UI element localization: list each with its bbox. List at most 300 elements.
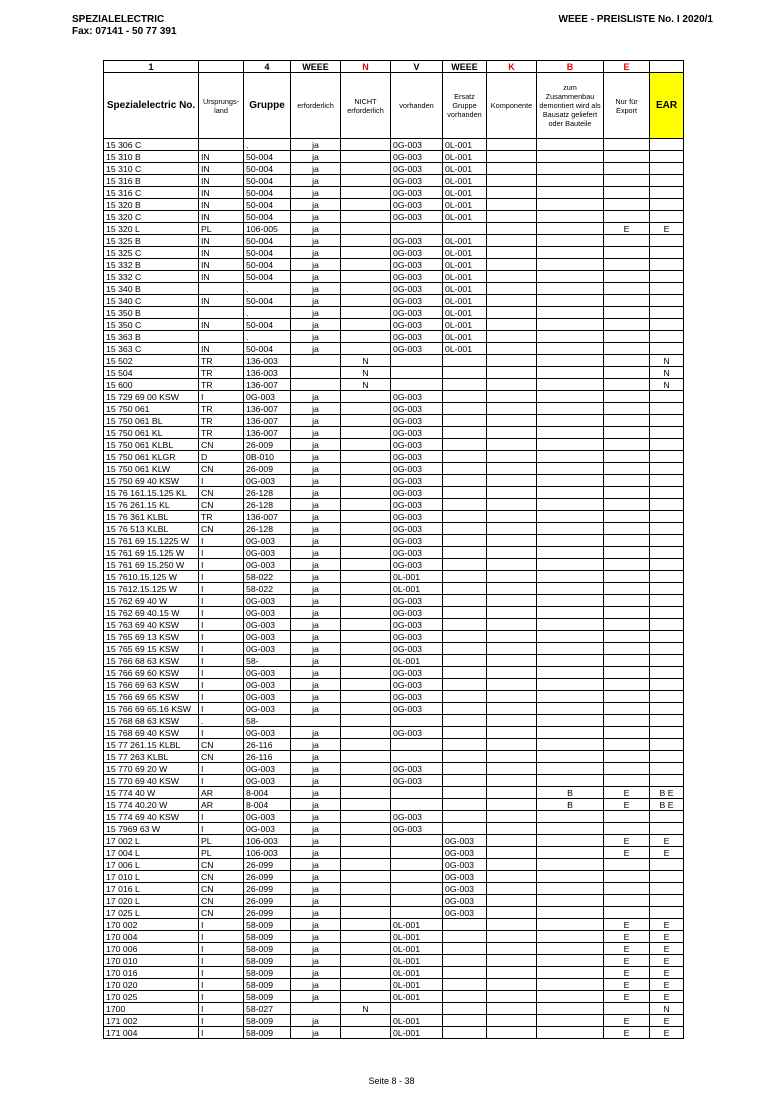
table-cell: N: [650, 379, 684, 391]
table-cell: [604, 727, 650, 739]
table-cell: [487, 835, 537, 847]
table-row: [104, 1003, 684, 1015]
table-cell: [487, 559, 537, 571]
table-cell: ja: [291, 259, 341, 271]
table-cell: 26-099: [244, 871, 291, 883]
table-cell: 15 76 361 KLBL: [104, 511, 199, 523]
price-list-title: WEEE - PREISLISTE No. I 2020/1: [558, 14, 713, 25]
table-cell: 136-007: [244, 415, 291, 427]
table-cell: [487, 259, 537, 271]
table-cell: I: [199, 955, 244, 967]
table-cell: [604, 523, 650, 535]
table-cell: [604, 739, 650, 751]
table-cell: [341, 463, 391, 475]
table-cell: 26-116: [244, 751, 291, 763]
table-cell: [341, 403, 391, 415]
table-cell: ja: [291, 415, 341, 427]
table-cell: ja: [291, 175, 341, 187]
table-cell: 0G-003: [391, 607, 443, 619]
table-cell: [487, 967, 537, 979]
table-cell: 50-004: [244, 151, 291, 163]
table-cell: [341, 187, 391, 199]
table-cell: [604, 559, 650, 571]
table-cell: [391, 739, 443, 751]
table-cell: [443, 427, 487, 439]
table-row: [104, 571, 684, 583]
header-ear: EAR: [650, 73, 684, 139]
table-cell: [487, 943, 537, 955]
table-row: [104, 859, 684, 871]
company-name: SPEZIALELECTRIC: [72, 14, 165, 25]
table-row: [104, 595, 684, 607]
table-cell: [443, 679, 487, 691]
table-cell: [537, 583, 604, 595]
table-cell: [341, 715, 391, 727]
table-cell: [537, 163, 604, 175]
table-cell: 17 025 L: [104, 907, 199, 919]
table-cell: [650, 739, 684, 751]
table-cell: [341, 331, 391, 343]
table-cell: I: [199, 655, 244, 667]
table-cell: I: [199, 547, 244, 559]
table-cell: ja: [291, 499, 341, 511]
table-cell: [291, 355, 341, 367]
table-cell: CN: [199, 439, 244, 451]
table-cell: [443, 811, 487, 823]
table-cell: [341, 823, 391, 835]
table-cell: [537, 319, 604, 331]
table-cell: ja: [291, 523, 341, 535]
table-cell: 50-004: [244, 175, 291, 187]
table-cell: 15 770 69 40 KSW: [104, 775, 199, 787]
table-cell: ja: [291, 1027, 341, 1039]
table-cell: [341, 175, 391, 187]
table-cell: 15 766 68 63 KSW: [104, 655, 199, 667]
table-cell: ja: [291, 907, 341, 919]
table-cell: [487, 451, 537, 463]
table-cell: [650, 691, 684, 703]
table-cell: ja: [291, 739, 341, 751]
table-cell: [487, 367, 537, 379]
table-cell: 0G-003: [244, 559, 291, 571]
table-cell: 15 770 69 20 W: [104, 763, 199, 775]
table-cell: [604, 547, 650, 559]
table-cell: 0G-003: [391, 175, 443, 187]
table-cell: 15 316 C: [104, 187, 199, 199]
table-cell: E: [650, 967, 684, 979]
table-cell: E: [604, 799, 650, 811]
table-cell: 0L-001: [391, 967, 443, 979]
table-cell: [341, 727, 391, 739]
table-cell: [443, 499, 487, 511]
table-cell: [443, 751, 487, 763]
table-cell: ja: [291, 847, 341, 859]
table-row: [104, 871, 684, 883]
table-row: [104, 151, 684, 163]
table-cell: 0G-003: [391, 331, 443, 343]
table-cell: [537, 559, 604, 571]
table-cell: [604, 139, 650, 151]
table-cell: [487, 379, 537, 391]
table-cell: ja: [291, 451, 341, 463]
table-cell: [604, 199, 650, 211]
table-cell: I: [199, 943, 244, 955]
table-cell: IN: [199, 199, 244, 211]
table-cell: 26-128: [244, 499, 291, 511]
table-cell: D: [199, 451, 244, 463]
header-spezialelectric-no: Spezialelectric No.: [104, 73, 199, 139]
table-cell: 50-004: [244, 259, 291, 271]
table-row: [104, 559, 684, 571]
table-cell: [443, 559, 487, 571]
table-cell: ja: [291, 619, 341, 631]
table-cell: [650, 307, 684, 319]
table-cell: [199, 139, 244, 151]
table-cell: ja: [291, 703, 341, 715]
table-cell: [604, 691, 650, 703]
table-cell: [443, 991, 487, 1003]
table-cell: [443, 655, 487, 667]
table-cell: [650, 655, 684, 667]
table-cell: E: [604, 991, 650, 1003]
table-row: [104, 211, 684, 223]
table-row: [104, 967, 684, 979]
table-cell: ja: [291, 295, 341, 307]
table-cell: [487, 655, 537, 667]
table-cell: [443, 943, 487, 955]
table-row: [104, 319, 684, 331]
table-cell: 58-022: [244, 571, 291, 583]
table-cell: [537, 511, 604, 523]
table-cell: I: [199, 991, 244, 1003]
table-cell: 0G-003: [443, 907, 487, 919]
table-cell: 136-003: [244, 355, 291, 367]
table-cell: [443, 415, 487, 427]
table-cell: [650, 811, 684, 823]
table-cell: [341, 439, 391, 451]
table-cell: 0G-003: [443, 847, 487, 859]
table-cell: [487, 175, 537, 187]
table-cell: [650, 175, 684, 187]
table-cell: B E: [650, 799, 684, 811]
table-cell: [537, 715, 604, 727]
table-cell: 0G-003: [244, 811, 291, 823]
table-cell: [604, 895, 650, 907]
table-cell: 0G-003: [443, 883, 487, 895]
table-cell: CN: [199, 895, 244, 907]
table-cell: [537, 367, 604, 379]
table-cell: [604, 487, 650, 499]
table-cell: [487, 391, 537, 403]
table-cell: [604, 595, 650, 607]
table-cell: 15 762 69 40 W: [104, 595, 199, 607]
table-cell: ja: [291, 763, 341, 775]
table-row: [104, 415, 684, 427]
table-row: [104, 835, 684, 847]
table-cell: ja: [291, 859, 341, 871]
table-row: [104, 739, 684, 751]
table-cell: 15 750 061 KL: [104, 427, 199, 439]
table-cell: [391, 367, 443, 379]
table-cell: ja: [291, 595, 341, 607]
table-cell: 15 77 261.15 KLBL: [104, 739, 199, 751]
table-cell: [341, 139, 391, 151]
table-cell: [487, 535, 537, 547]
table-cell: [604, 751, 650, 763]
table-cell: 50-004: [244, 295, 291, 307]
table-cell: [537, 283, 604, 295]
table-cell: [537, 487, 604, 499]
table-cell: 0G-003: [391, 415, 443, 427]
table-cell: IN: [199, 295, 244, 307]
table-cell: [604, 871, 650, 883]
table-cell: I: [199, 1027, 244, 1039]
table-cell: [604, 463, 650, 475]
table-cell: 0G-003: [244, 619, 291, 631]
table-cell: 0G-003: [391, 283, 443, 295]
table-cell: [604, 655, 650, 667]
table-cell: [650, 895, 684, 907]
table-row: [104, 619, 684, 631]
table-cell: 0G-003: [244, 775, 291, 787]
table-row: [104, 775, 684, 787]
table-cell: [443, 715, 487, 727]
table-cell: [341, 535, 391, 547]
table-cell: [650, 235, 684, 247]
table-cell: TR: [199, 403, 244, 415]
table-cell: 0L-001: [443, 163, 487, 175]
table-cell: [650, 667, 684, 679]
table-cell: ja: [291, 955, 341, 967]
table-cell: CN: [199, 907, 244, 919]
table-cell: 0G-003: [391, 307, 443, 319]
table-cell: E: [650, 1027, 684, 1039]
table-row: [104, 199, 684, 211]
table-row: [104, 727, 684, 739]
table-row: [104, 583, 684, 595]
table-cell: AR: [199, 787, 244, 799]
table-row: [104, 511, 684, 523]
table-cell: ja: [291, 391, 341, 403]
table-cell: [537, 439, 604, 451]
table-cell: 170 025: [104, 991, 199, 1003]
table-cell: 0G-003: [244, 763, 291, 775]
table-cell: [487, 199, 537, 211]
table-row: [104, 847, 684, 859]
table-cell: 26-116: [244, 739, 291, 751]
table-cell: [650, 511, 684, 523]
table-cell: [650, 535, 684, 547]
table-cell: [537, 463, 604, 475]
table-cell: ja: [291, 571, 341, 583]
table-cell: TR: [199, 427, 244, 439]
table-cell: ja: [291, 199, 341, 211]
table-cell: ja: [291, 307, 341, 319]
table-cell: E: [604, 967, 650, 979]
table-cell: [487, 511, 537, 523]
table-cell: I: [199, 583, 244, 595]
table-cell: IN: [199, 259, 244, 271]
table-cell: ja: [291, 883, 341, 895]
table-cell: 0G-003: [391, 247, 443, 259]
header-gruppe: Gruppe: [244, 73, 291, 139]
table-cell: E: [650, 835, 684, 847]
table-cell: 17 004 L: [104, 847, 199, 859]
table-cell: [650, 271, 684, 283]
header-nicht-erforderlich: NICHT erforderlich: [341, 73, 391, 139]
table-cell: 0G-003: [244, 535, 291, 547]
table-cell: [341, 163, 391, 175]
table-cell: 0L-001: [443, 331, 487, 343]
table-cell: .: [244, 139, 291, 151]
table-cell: [650, 571, 684, 583]
table-cell: 0G-003: [391, 499, 443, 511]
table-cell: E: [604, 787, 650, 799]
table-cell: ja: [291, 439, 341, 451]
table-cell: [341, 955, 391, 967]
table-row: [104, 355, 684, 367]
table-row: [104, 1027, 684, 1039]
table-cell: [537, 631, 604, 643]
table-cell: [537, 571, 604, 583]
table-cell: [443, 223, 487, 235]
table-cell: [537, 1027, 604, 1039]
table-cell: [391, 223, 443, 235]
table-cell: [537, 391, 604, 403]
table-cell: N: [341, 355, 391, 367]
table-cell: [650, 151, 684, 163]
table-cell: I: [199, 475, 244, 487]
table-cell: 0G-003: [391, 703, 443, 715]
table-cell: 0G-003: [391, 343, 443, 355]
table-cell: 17 002 L: [104, 835, 199, 847]
table-cell: 0G-003: [391, 763, 443, 775]
table-cell: 0L-001: [443, 271, 487, 283]
table-cell: ja: [291, 331, 341, 343]
table-cell: IN: [199, 343, 244, 355]
table-row: [104, 427, 684, 439]
table-cell: 170 010: [104, 955, 199, 967]
table-cell: 58-009: [244, 955, 291, 967]
table-cell: [604, 907, 650, 919]
table-cell: [341, 619, 391, 631]
table-cell: [487, 583, 537, 595]
table-cell: [487, 619, 537, 631]
table-cell: ja: [291, 967, 341, 979]
table-cell: 15 600: [104, 379, 199, 391]
table-cell: IN: [199, 163, 244, 175]
table-cell: CN: [199, 871, 244, 883]
table-cell: [537, 739, 604, 751]
table-row: [104, 523, 684, 535]
table-cell: I: [199, 667, 244, 679]
table-cell: 26-099: [244, 859, 291, 871]
table-cell: [604, 775, 650, 787]
table-cell: [341, 199, 391, 211]
table-cell: 26-128: [244, 487, 291, 499]
table-cell: [604, 451, 650, 463]
table-cell: 0G-003: [244, 727, 291, 739]
table-cell: 136-007: [244, 403, 291, 415]
table-cell: I: [199, 679, 244, 691]
table-row: [104, 343, 684, 355]
table-cell: 0G-003: [391, 523, 443, 535]
table-cell: 50-004: [244, 235, 291, 247]
table-row: [104, 979, 684, 991]
table-cell: PL: [199, 847, 244, 859]
table-cell: 0L-001: [391, 955, 443, 967]
fax-number: Fax: 07141 - 50 77 391: [72, 26, 177, 37]
table-cell: .: [244, 283, 291, 295]
table-cell: E: [650, 979, 684, 991]
table-cell: [341, 739, 391, 751]
table-cell: [537, 271, 604, 283]
table-cell: [650, 823, 684, 835]
table-cell: I: [199, 643, 244, 655]
table-cell: [604, 235, 650, 247]
table-cell: [291, 715, 341, 727]
table-cell: 15 325 C: [104, 247, 199, 259]
table-cell: N: [650, 367, 684, 379]
table-cell: [341, 235, 391, 247]
table-cell: 50-004: [244, 211, 291, 223]
table-cell: [650, 475, 684, 487]
table-cell: [650, 295, 684, 307]
table-cell: 26-009: [244, 439, 291, 451]
table-cell: [487, 907, 537, 919]
table-cell: [391, 355, 443, 367]
table-cell: [341, 847, 391, 859]
table-row: [104, 451, 684, 463]
table-cell: 0G-003: [443, 871, 487, 883]
table-cell: [650, 247, 684, 259]
table-cell: [650, 415, 684, 427]
table-cell: [650, 607, 684, 619]
table-cell: [443, 919, 487, 931]
table-cell: E: [604, 919, 650, 931]
table-cell: 136-007: [244, 379, 291, 391]
table-row: [104, 259, 684, 271]
column-header-row: [104, 73, 684, 139]
table-cell: PL: [199, 835, 244, 847]
table-cell: [487, 187, 537, 199]
table-cell: [487, 823, 537, 835]
table-cell: ja: [291, 487, 341, 499]
table-cell: [487, 595, 537, 607]
col-num-2: [199, 61, 244, 73]
table-cell: [604, 175, 650, 187]
table-cell: TR: [199, 355, 244, 367]
table-cell: [391, 895, 443, 907]
table-cell: [537, 331, 604, 343]
table-cell: [487, 547, 537, 559]
table-cell: [487, 271, 537, 283]
table-cell: [341, 691, 391, 703]
table-cell: 15 340 B: [104, 283, 199, 295]
table-cell: [537, 307, 604, 319]
table-cell: [391, 799, 443, 811]
table-cell: 106-005: [244, 223, 291, 235]
table-cell: 0G-003: [244, 703, 291, 715]
table-cell: [604, 187, 650, 199]
table-cell: [443, 439, 487, 451]
table-cell: [341, 811, 391, 823]
col-num-3: 4: [244, 61, 291, 73]
table-cell: 0L-001: [391, 1027, 443, 1039]
table-cell: [341, 895, 391, 907]
table-cell: [604, 379, 650, 391]
table-cell: [443, 595, 487, 607]
